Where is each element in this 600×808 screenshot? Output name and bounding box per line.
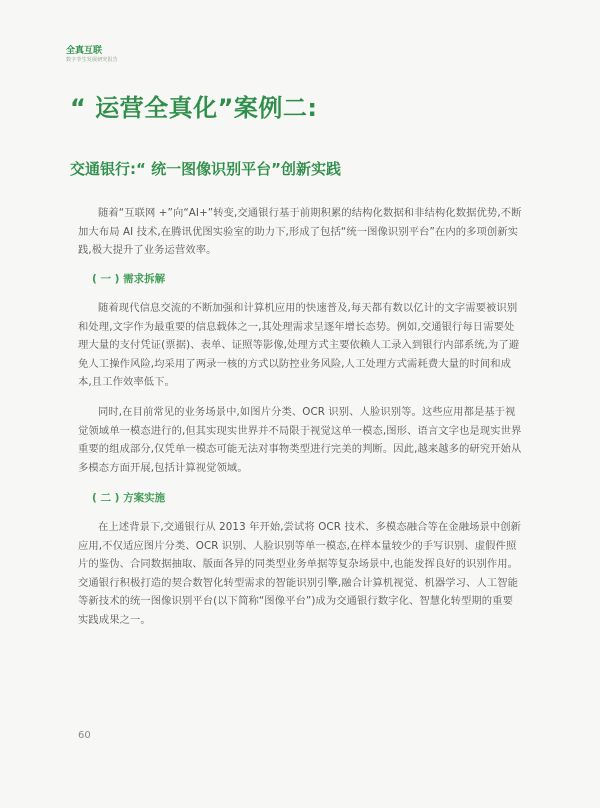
body-paragraph: 在上述背景下,交通银行从 2013 年开始,尝试将 OCR 技术、多模态融合等在金融场景中创新应用,不仅适应图片分类、OCR 识别、人脸识别等单一模态,在样本量较少的手写识别、虚假件照片的鉴伪、合同数据抽取、版面各异的同类型业务单据等复杂场景中,也能发挥良好的识别作用。交通银行积极打造的契合数智化转型需求的智能识别引擎,融合计算机视觉、机器学习、人工智能等新技术的统一图像识别平台(以下简称“图像平台”)成为交通银行数字化、智慧化转型期的重要实践成果之一。	[78, 521, 522, 626]
body-paragraph: 随着现代信息交流的不断加强和计算机应用的快速普及,每天都有数以亿计的文字需要被识别和处理,文字作为最重要的信息载体之一,其处理需求呈逐年增长态势。例如,交通银行每日需要处理大量的支付凭证(票据)、表单、证照等影像,处理方式主要依赖人工录入到银行内部系统,为了避免人工操作风险,均采用了两录一核的方式以防控业务风险,人工处理方式需耗费大量的时间和成本,且工作效率低下。	[78, 302, 520, 389]
brand-header	[66, 46, 118, 64]
section-title: 交通银行:“ 统一图像识别平台”创新实践	[70, 160, 341, 178]
page-number: 60	[78, 730, 91, 741]
subsection-heading-implementation: ( 二 ) 方案实施	[92, 492, 166, 504]
brand-name: 全真互联	[66, 46, 103, 56]
brand-subtitle: 数字孪生发展研究报告	[66, 57, 119, 63]
subsection-heading-requirements: ( 一 ) 需求拆解	[92, 273, 166, 285]
intro-paragraph: 随着“互联网 +”向“AI+”转变,交通银行基于前期积累的结构化数据和非结构化数据优势,不断加大布局 AI 技术,在腾讯优图实验室的助力下,形成了包括“统一图像识别平台”在内的多项创新实践,极大提升了业务运营效率。	[78, 207, 522, 257]
body-paragraph: 同时,在目前常见的业务场景中,如图片分类、OCR 识别、人脸识别等。这些应用都是基于视觉领域单一模态进行的,但其实现实世界并不局限于视觉这单一模态,图形、语言文字也是现实世界重要的组成部分,仅凭单一模态可能无法对事物类型进行完美的判断。因此,越来越多的研究开始从多模态方面开展,包括计算视觉领域。	[78, 406, 522, 474]
main-title: “ 运营全真化”案例二:	[70, 94, 318, 122]
